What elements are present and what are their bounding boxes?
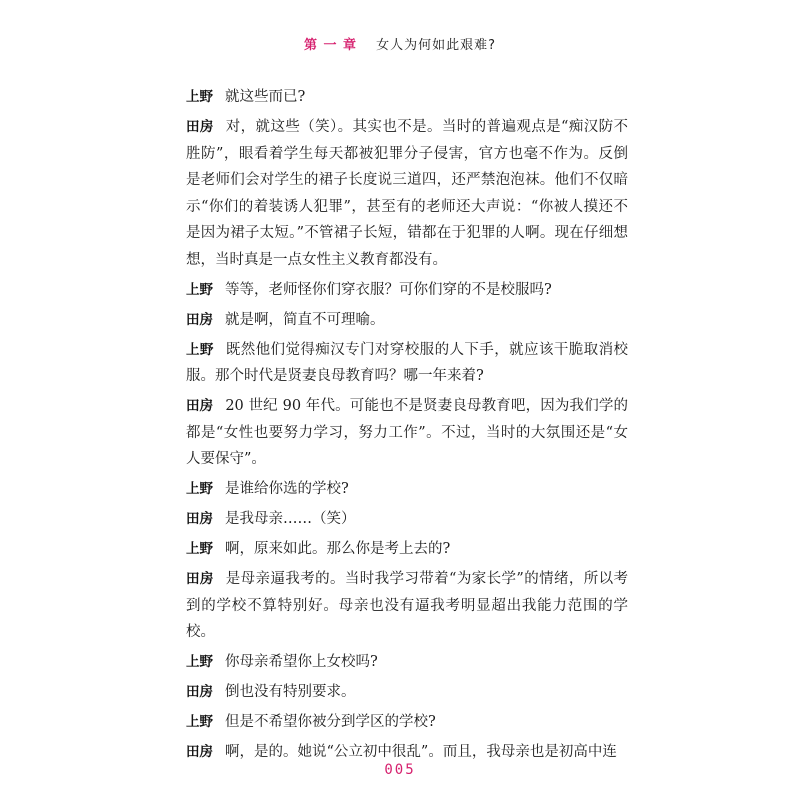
dialogue-turn (186, 277, 628, 304)
chapter-label: 第 一 章 (303, 38, 357, 53)
speaker-name: 田房 (186, 311, 213, 328)
dialogue-text: 啊，原来如此。那么你是考上去的? (225, 541, 451, 557)
dialogue-turn (186, 307, 628, 334)
dialogue-text: 是谁给你选的学校? (225, 481, 349, 497)
speaker-name: 田房 (186, 119, 214, 135)
dialogue-text: 你母亲希望你上女校吗? (225, 654, 378, 670)
dialogue-text: 就这些而已? (225, 89, 306, 105)
dialogue-text: 是我母亲……（笑） (225, 511, 356, 527)
page-number: 005 (384, 762, 416, 778)
dialogue-turn (186, 84, 628, 111)
dialogue-turn (186, 506, 628, 533)
speaker-name: 田房 (186, 684, 213, 700)
speaker-name: 上野 (186, 481, 213, 497)
dialogue-body (186, 84, 628, 769)
dialogue-text: 倒也没有特别要求。 (225, 684, 356, 700)
dialogue-text: 就是啊，简直不可理喻。 (225, 311, 385, 328)
dialogue-text: 啊，是的。她说“公立初中很乱”。而且，我母亲也是初高中连 (225, 744, 617, 760)
dialogue-turn (186, 536, 628, 563)
dialogue-turn (186, 566, 628, 646)
dialogue-text: 等等，老师怪你们穿衣服？可你们穿的不是校服吗? (225, 281, 552, 298)
dialogue-turn (186, 393, 628, 473)
speaker-name: 上野 (186, 341, 214, 358)
dialogue-turn (186, 114, 628, 273)
speaker-name: 田房 (186, 744, 213, 760)
speaker-name: 田房 (186, 571, 214, 587)
speaker-name: 上野 (186, 281, 213, 298)
running-header (0, 34, 800, 53)
dialogue-turn (186, 337, 628, 390)
speaker-name: 上野 (186, 714, 213, 730)
chapter-title: 女人为何如此艰难? (376, 38, 497, 53)
speaker-name: 田房 (186, 511, 213, 527)
dialogue-text: 是母亲逼我考的。当时我学习带着“为家长学”的情绪，所以考到的学校不算特别好。母亲也没有逼我考明显超出我能力范围的学校。 (186, 571, 629, 640)
dialogue-turn (186, 709, 628, 736)
dialogue-text: 但是不希望你被分到学区的学校? (225, 714, 436, 730)
dialogue-turn (186, 476, 628, 503)
speaker-name: 上野 (186, 654, 213, 670)
dialogue-text: 既然他们觉得痴汉专门对穿校服的人下手，就应该干脆取消校服。那个时代是贤妻良母教育吗？哪一年来着? (186, 341, 629, 384)
dialogue-text: 对，就这些（笑）。其实也不是。当时的普遍观点是“痴汉防不胜防”，眼看着学生每天都被犯罪分子侵害，官方也毫不作为。反倒是老师们会对学生的裙子长度说三道四，还严禁泡泡袜。他们不仅暗示“你们的着装诱人犯罪”，甚至有的老师还大声说：“你被人摸还不是因为裙子太短。”不管裙子长短，错都在于犯罪的人啊。现在仔细想想，当时真是一点女性主义教育都没有。 (186, 119, 628, 268)
dialogue-turn (186, 649, 628, 676)
speaker-name: 田房 (186, 398, 214, 414)
dialogue-text: 20 世纪 90 年代。可能也不是贤妻良母教育吧，因为我们学的都是“女性也要努力学习，努力工作”。不过，当时的大氛围还是“女人要保守”。 (186, 398, 628, 467)
dialogue-turn (186, 679, 628, 706)
speaker-name: 上野 (186, 541, 213, 557)
speaker-name: 上野 (186, 89, 213, 105)
